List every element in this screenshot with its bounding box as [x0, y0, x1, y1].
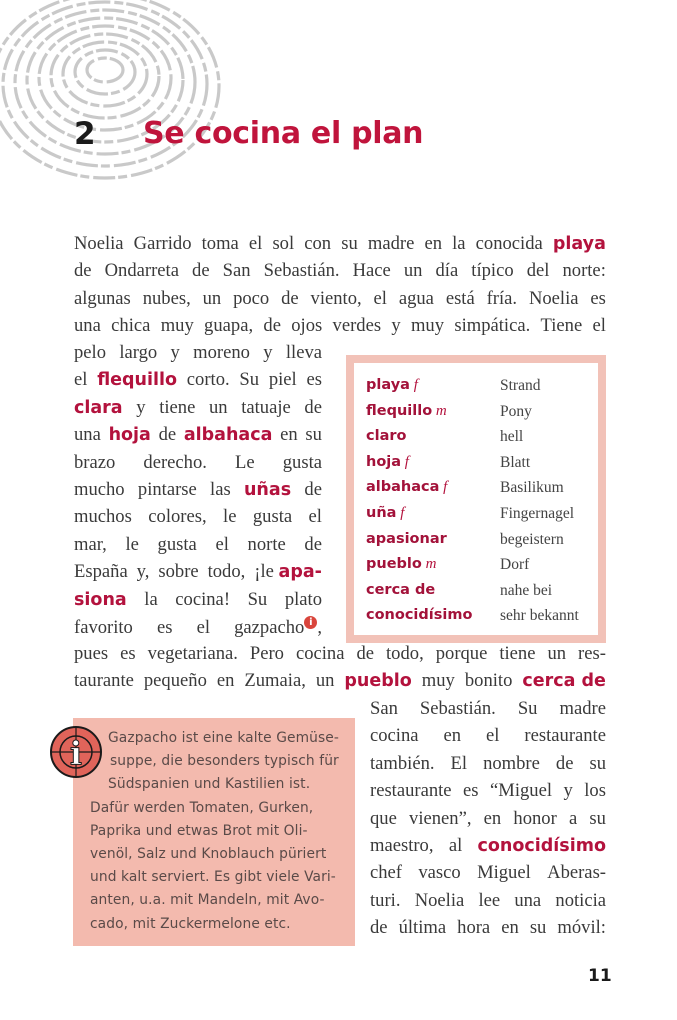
word: nubes,	[142, 287, 191, 309]
word: taurante	[74, 670, 134, 692]
word: moreno	[193, 342, 250, 363]
glossary-spanish: flequillo	[366, 402, 433, 419]
text-line	[370, 890, 606, 916]
word: pequeño	[143, 670, 207, 692]
glossary-term	[366, 582, 435, 606]
text-line	[370, 698, 606, 724]
glossary-spanish: claro	[366, 428, 407, 445]
word: hora	[457, 917, 491, 939]
word: corto.	[186, 369, 230, 391]
word: sol	[272, 233, 295, 254]
word: el	[215, 533, 229, 555]
glossary-term-highlight: pueblo	[344, 671, 412, 692]
word: tiene	[499, 643, 536, 664]
glossary-term	[366, 479, 447, 503]
word: el	[74, 369, 88, 391]
word: es	[120, 643, 136, 664]
word: es	[463, 780, 479, 802]
word: porque	[435, 643, 488, 664]
word: Su	[247, 588, 268, 610]
word: con	[304, 233, 332, 254]
word: colores,	[148, 506, 207, 528]
word: los	[584, 780, 606, 802]
word: Sebastián.	[263, 260, 340, 282]
word: de	[158, 424, 177, 446]
word: a	[568, 807, 578, 829]
word: y,	[136, 561, 150, 583]
word: cocina!	[175, 588, 231, 610]
glossary-spanish: conocidísimo	[366, 607, 473, 624]
word	[109, 424, 151, 446]
info-box	[73, 718, 355, 946]
word: el	[486, 725, 500, 747]
text-line	[74, 616, 322, 642]
glossary-box	[346, 355, 606, 643]
word: plato	[284, 588, 322, 610]
word: día	[435, 260, 459, 282]
glossary-german: sehr bekannt	[500, 607, 579, 625]
word: está	[445, 287, 475, 309]
word: el	[308, 506, 322, 528]
glossary-term-highlight: hoja	[108, 425, 151, 446]
word: derecho.	[143, 451, 207, 473]
word: viento,	[310, 287, 362, 309]
word: pelo	[74, 342, 107, 363]
word: su	[341, 233, 358, 254]
word: gusta	[252, 506, 293, 528]
glossary-term-highlight: apa-	[278, 562, 322, 583]
word: largo	[119, 342, 158, 363]
glossary-gender: f	[409, 377, 418, 393]
glossary-german: Fingernagel	[500, 505, 575, 522]
word: de	[192, 260, 210, 282]
word: en	[483, 807, 502, 829]
glossary-term-highlight: flequillo	[97, 370, 178, 391]
glossary-german: Blatt	[500, 453, 531, 471]
word: las	[210, 479, 231, 500]
word: y	[563, 780, 573, 802]
word: norte	[247, 533, 286, 555]
word: Pero	[249, 643, 284, 664]
word: en	[501, 917, 519, 939]
glossary-german: Dorf	[500, 556, 530, 574]
word: restaurante	[524, 725, 606, 747]
word: muy	[410, 315, 445, 337]
word	[97, 369, 177, 391]
word: una	[74, 424, 101, 446]
info-text-line: Dafür werden Tomaten, Gurken,	[90, 799, 314, 816]
word: España	[74, 561, 128, 583]
glossary-term-highlight: conocidísimo	[477, 836, 606, 856]
word: simpática.	[454, 315, 531, 337]
word: típico	[471, 260, 514, 282]
word: una	[74, 315, 101, 337]
word: un	[403, 260, 423, 282]
word: en	[443, 725, 462, 747]
info-icon	[48, 724, 104, 780]
glossary-term	[366, 505, 404, 529]
word: y	[170, 342, 180, 363]
glossary-term-highlight: albahaca	[183, 425, 273, 446]
word: muy	[421, 670, 455, 692]
word: es	[590, 287, 606, 309]
text-line	[370, 780, 606, 806]
text-line	[74, 260, 606, 286]
word: en	[280, 424, 298, 446]
word: San	[222, 260, 251, 282]
text-line	[74, 342, 322, 368]
word: pintarse	[137, 479, 197, 500]
word: conocida	[475, 233, 543, 254]
word: móvil:	[557, 917, 606, 939]
word: Noelia	[414, 889, 465, 911]
word: vegetariana.	[147, 643, 238, 664]
word: Noelia	[528, 287, 579, 309]
info-text-line: und kalt serviert. Es gibt viele Vari-	[90, 869, 336, 886]
word: chica	[111, 315, 151, 337]
word: la	[144, 588, 158, 610]
word: le	[125, 533, 139, 555]
word: muy	[160, 315, 194, 337]
word: restaurante	[370, 780, 452, 802]
text-line	[74, 452, 322, 478]
glossary-term-highlight: siona	[74, 589, 127, 610]
text-line	[370, 753, 606, 779]
text-line	[74, 233, 606, 259]
word: de	[281, 287, 299, 309]
word: “Miguel	[490, 780, 552, 802]
text-line	[74, 670, 606, 696]
word: vienen”,	[409, 807, 472, 829]
word: fría.	[486, 287, 518, 309]
word	[478, 835, 606, 857]
info-text-line: Südspanien und Kastilien ist.	[108, 776, 311, 793]
word: brazo	[74, 451, 116, 473]
word: Zumaia,	[244, 670, 306, 692]
word: cocina	[295, 643, 345, 664]
glossary-gender: f	[401, 453, 409, 470]
word: Miguel	[477, 862, 531, 884]
text-line	[74, 534, 322, 560]
glossary-german: Basilikum	[500, 479, 564, 497]
text-line	[74, 369, 322, 395]
glossary-term-highlight: cerca de	[522, 671, 606, 692]
word: de	[356, 643, 375, 664]
chapter-number: 2	[74, 116, 96, 152]
word: Su	[517, 698, 538, 719]
text-line	[74, 561, 322, 587]
glossary-spanish: hoja	[366, 453, 402, 470]
word: Hace	[352, 260, 391, 282]
word: San	[370, 698, 398, 719]
text-line	[370, 917, 606, 943]
text-line	[74, 288, 606, 314]
info-text-line: anten, u.a. mit Mandeln, mit Avo-	[90, 892, 325, 909]
word: de	[263, 315, 281, 337]
glossary-german: Pony	[500, 402, 532, 420]
word: agua	[398, 287, 434, 309]
glossary-gender: f	[439, 479, 448, 496]
info-text-line: cado, mit Zuckermelone etc.	[90, 915, 291, 932]
word: madre	[367, 233, 415, 254]
word: cocina	[370, 725, 419, 747]
word: gusta	[282, 451, 322, 473]
word: ojos	[291, 315, 323, 337]
glossary-term	[366, 531, 447, 555]
glossary-gender: m	[421, 556, 437, 573]
glossary-term-highlight: clara	[74, 397, 123, 418]
word	[74, 397, 123, 419]
text-line	[370, 862, 606, 888]
word: pues	[74, 643, 109, 664]
word	[553, 233, 606, 255]
word: su	[589, 807, 606, 829]
word: toma	[201, 233, 239, 254]
glossary-german: begeistern	[500, 530, 564, 548]
word: todo,	[386, 643, 424, 664]
word: en	[424, 233, 443, 254]
chapter-title: Se cocina el plan	[143, 116, 424, 151]
word: lleva	[285, 342, 322, 363]
info-text-line: venöl, Salz und Knoblauch püriert	[90, 846, 327, 862]
word: un	[208, 396, 228, 418]
word	[344, 670, 411, 692]
glossary-german: Strand	[500, 377, 541, 394]
word: también.	[370, 752, 435, 774]
word: turi.	[370, 889, 401, 911]
word: bonito	[464, 670, 513, 692]
word: poco	[233, 287, 270, 309]
glossary-term	[366, 428, 406, 452]
word: Le	[235, 451, 255, 473]
word: madre	[559, 698, 606, 719]
word: última	[398, 917, 447, 939]
word: Tiene	[540, 315, 583, 337]
word: al	[448, 835, 463, 856]
word: de	[304, 396, 322, 418]
glossary-german: nahe bei	[500, 581, 553, 599]
word: su	[305, 424, 322, 446]
word: y	[391, 315, 401, 337]
word: de	[304, 479, 322, 500]
info-text-line: suppe, die besonders typisch für	[110, 753, 339, 770]
text-line	[370, 835, 606, 861]
word: Sebastián.	[419, 698, 496, 719]
fingerprint-decoration	[0, 0, 240, 210]
glossary-spanish: apasionar	[366, 530, 447, 547]
word: Su	[239, 369, 260, 391]
word: Ondarreta	[104, 260, 179, 282]
word: piel	[268, 369, 297, 391]
word: mucho	[74, 479, 125, 500]
text-line	[74, 479, 322, 505]
word: chef	[370, 862, 402, 884]
text-line	[74, 397, 322, 423]
word: nombre	[483, 752, 540, 774]
word: El	[450, 752, 468, 774]
word: el	[248, 233, 263, 254]
word: vasco	[418, 862, 461, 884]
word: del	[526, 260, 550, 282]
word: y	[136, 396, 146, 418]
word	[244, 479, 291, 501]
word: lee	[478, 889, 501, 911]
word: un	[315, 670, 335, 692]
glossary-gender: f	[396, 505, 405, 521]
word: verdes	[332, 315, 382, 337]
word	[74, 589, 127, 611]
word: es	[156, 617, 173, 638]
word	[522, 670, 606, 692]
word: que	[370, 807, 397, 829]
word: el	[373, 287, 387, 309]
word: en	[216, 670, 235, 692]
glossary-term	[366, 607, 472, 631]
word: una	[514, 889, 542, 911]
glossary-german: hell	[500, 428, 524, 446]
word: un	[202, 287, 222, 309]
word: Aberas-	[547, 862, 606, 884]
word	[184, 424, 273, 446]
word: muchos	[74, 506, 132, 528]
word: Noelia	[74, 233, 124, 254]
glossary-spanish: pueblo	[366, 556, 422, 573]
word: maestro,	[370, 835, 434, 856]
word: todo,	[207, 561, 246, 583]
glossary-gender: m	[432, 402, 447, 419]
word: de	[304, 533, 322, 555]
word: de	[74, 260, 92, 282]
word: Garrido	[133, 233, 192, 254]
glossary-spanish: uña	[366, 505, 397, 521]
word: gazpacho i ,	[234, 617, 322, 638]
word: sobre	[158, 561, 199, 583]
word: y	[263, 342, 273, 363]
word: algunas	[74, 287, 131, 309]
text-line	[74, 315, 606, 341]
word: su	[589, 752, 606, 774]
glossary-spanish: albahaca	[366, 479, 440, 496]
word: tatuaje	[241, 396, 291, 418]
word: mar,	[74, 533, 107, 555]
text-line	[370, 808, 606, 834]
word: un	[547, 643, 567, 664]
info-reference-icon: i	[304, 616, 317, 629]
word: noticia	[555, 889, 606, 911]
word: norte:	[562, 260, 606, 282]
word: le	[223, 506, 237, 528]
glossary-term	[366, 556, 436, 580]
info-text-line: Paprika und etwas Brot mit Oli-	[90, 822, 308, 839]
word: guapa,	[204, 315, 254, 337]
word: de	[555, 752, 574, 774]
info-text-line: Gazpacho ist eine kalte Gemüse-	[108, 730, 339, 746]
word: favorito	[74, 617, 133, 638]
word: la	[452, 233, 466, 254]
glossary-term	[366, 377, 418, 401]
text-line	[370, 725, 606, 751]
glossary-spanish: playa	[366, 377, 410, 393]
glossary-term	[366, 403, 447, 427]
text-line	[74, 424, 322, 450]
word: honor	[513, 807, 557, 829]
word: res-	[578, 643, 606, 664]
glossary-spanish: cerca de	[366, 581, 436, 598]
text-line	[74, 506, 322, 532]
info-icon-letter: i	[69, 734, 83, 772]
glossary-term-highlight: playa	[552, 234, 606, 254]
glossary-term-highlight: uñas	[243, 480, 292, 500]
word: tiene	[159, 396, 196, 418]
text-line	[74, 589, 322, 615]
word: gusta	[157, 533, 197, 555]
word: el	[592, 315, 606, 337]
glossary-term	[366, 454, 409, 478]
word: el	[196, 617, 210, 638]
text-line	[74, 643, 606, 669]
word: su	[529, 917, 547, 939]
page-number: 11	[588, 966, 612, 986]
word: es	[306, 369, 322, 391]
word: de	[370, 917, 388, 939]
word: ¡le apa-	[254, 561, 322, 583]
